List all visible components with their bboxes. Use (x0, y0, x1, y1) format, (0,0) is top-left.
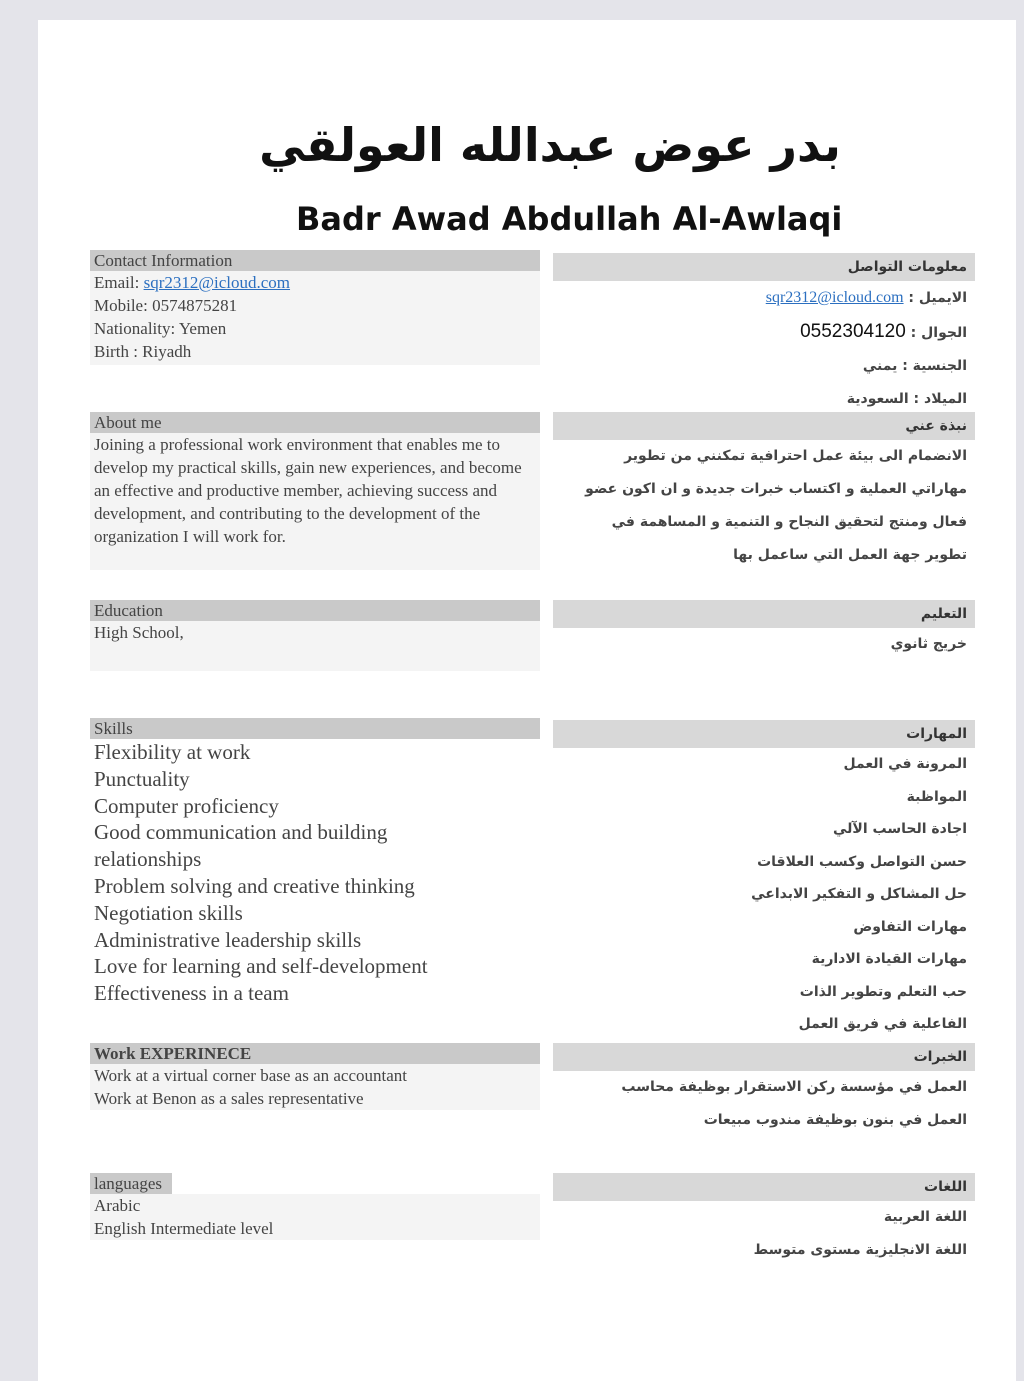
skill-item: حسن التواصل وكسب العلاقات (757, 853, 967, 870)
name-english: Badr Awad Abdullah Al-Awlaqi (296, 200, 843, 238)
section-heading: languages (90, 1173, 172, 1194)
work-item: Work at Benon as a sales representative (94, 1089, 364, 1108)
en-languages-section (90, 1173, 540, 1240)
skill-item: المواظبة (906, 788, 967, 805)
section-heading: الخبرات (553, 1043, 975, 1071)
section-heading: Contact Information (90, 250, 540, 271)
email-line (561, 281, 967, 315)
skill-item: المرونة في العمل (843, 756, 967, 772)
skill-item: Computer proficiency (94, 793, 279, 818)
section-heading: المهارات (553, 720, 975, 748)
skill-item: Flexibility at work (94, 740, 251, 764)
skill-item: Punctuality (94, 766, 190, 791)
language-item: اللغة الانجليزية مستوى متوسط (753, 1242, 967, 1258)
ar-skills-section (553, 720, 975, 1041)
language-item: اللغة العربية (883, 1209, 967, 1225)
section-heading: اللغات (553, 1173, 975, 1201)
skill-item: Love for learning and self-development (94, 954, 428, 979)
skill-item: مهارات التفاوض (853, 918, 967, 935)
ar-about-section (553, 412, 975, 572)
ar-work-section (553, 1043, 975, 1137)
work-item: العمل في مؤسسة ركن الاستقرار بوظيفة محاسب (621, 1079, 967, 1095)
mobile: Mobile: 0574875281 (94, 296, 238, 315)
birth: الميلاد : السعودية (846, 391, 967, 407)
skill-item: حل المشاكل و التفكير الابداعي (751, 886, 967, 902)
name-arabic: بدر عوض عبدالله العولقي (259, 118, 841, 172)
section-heading: Education (90, 600, 540, 621)
skill-item: Effectiveness in a team (94, 981, 289, 1006)
nationality: Nationality: Yemen (94, 319, 227, 338)
section-heading: About me (90, 412, 540, 433)
language-item: Arabic (94, 1196, 141, 1215)
skill-item: Administrative leadership skills (94, 927, 362, 952)
about-text: الانضمام الى بيئة عمل احترافية تمكنني من تطوير مهاراتي العملية و اكتساب خبرات جديدة و ان اكون عضو فعال ومنتج لتحقيق النجاح و التنمية و المساهمة في تطوير جهة العمل التي ساعمل بها (585, 448, 967, 563)
education-item: High School, (90, 621, 540, 671)
section-heading: معلومات التواصل (553, 253, 975, 281)
skill-item: الفاعلية في فريق العمل (798, 1016, 967, 1032)
en-skills-section (90, 718, 540, 1007)
en-about-section (90, 412, 540, 570)
email-link[interactable]: sqr2312@icloud.com (143, 273, 291, 292)
section-heading: Work EXPERINECE (90, 1043, 540, 1064)
section-heading: Skills (90, 718, 540, 739)
section-heading: التعليم (553, 600, 975, 628)
skill-item: Negotiation skills (94, 900, 243, 925)
section-heading: نبذة عني (553, 412, 975, 440)
mobile-number: 0552304120 (800, 321, 906, 342)
ar-education-section (553, 600, 975, 661)
mobile-label: الجوال : (905, 325, 967, 341)
skill-item: اجادة الحاسب الآلي (833, 821, 967, 837)
work-item: العمل في بنون بوظيفة مندوب مبيعات (703, 1112, 967, 1128)
skill-item: Good communication and building relationships (94, 820, 388, 872)
ar-languages-section (553, 1173, 975, 1267)
email-line (94, 271, 536, 294)
birth: Birth : Riyadh (94, 342, 192, 361)
skill-item: Problem solving and creative thinking (94, 873, 415, 898)
en-work-section (90, 1043, 540, 1110)
email-label: الايميل : (903, 290, 967, 306)
mobile-line (561, 315, 967, 350)
ar-contact-section (553, 253, 975, 416)
skill-item: حب التعلم وتطوير الذات (799, 983, 967, 1000)
work-item: Work at a virtual corner base as an accountant (94, 1066, 407, 1085)
email-link[interactable]: sqr2312@icloud.com (765, 289, 904, 306)
email-label: Email: (94, 273, 144, 292)
language-item: English Intermediate level (94, 1219, 274, 1238)
skill-item: مهارات القيادة الادارية (811, 951, 967, 967)
en-education-section (90, 600, 540, 671)
nationality: الجنسية : يمني (862, 358, 967, 374)
about-text: Joining a professional work environment that enables me to develop my practical skills, gain new experiences, and become an effective and productive member, achieving success and development, and contributing to the development of the organization I will work for. (90, 433, 540, 570)
education-item: خريج ثانوي (890, 636, 967, 652)
en-contact-section (90, 250, 540, 365)
